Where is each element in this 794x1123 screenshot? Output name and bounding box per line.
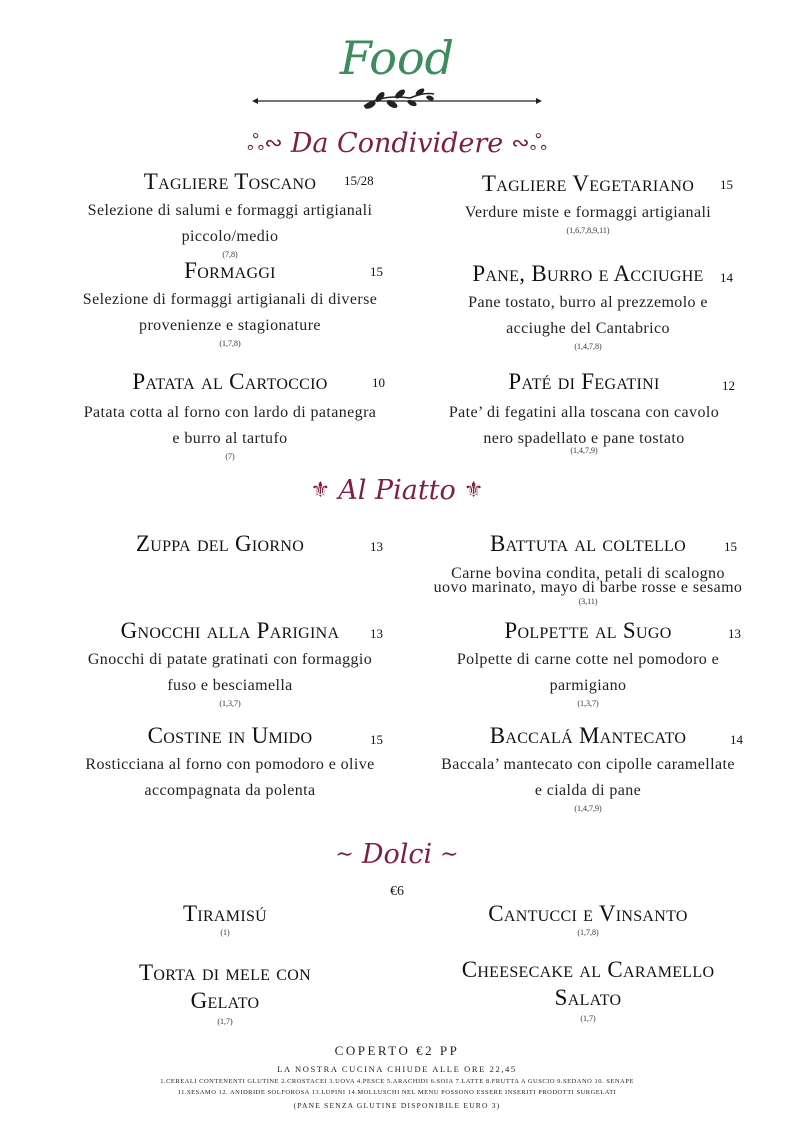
item-name: Baccalá Mantecato xyxy=(489,723,687,748)
item-description: e cialda di pane xyxy=(534,782,642,799)
item-description: acciughe del Cantabrico xyxy=(506,320,670,337)
item-description: e burro al tartufo xyxy=(172,430,288,447)
menu-item-torta xyxy=(60,959,390,1027)
item-price: 13 xyxy=(370,539,383,554)
item-name: Cantucci e Vinsanto xyxy=(488,901,688,926)
menu-item-zuppa xyxy=(60,530,380,558)
item-price: 15/28 xyxy=(344,173,374,188)
menu-item-cantucci xyxy=(418,900,758,938)
item-description: Verdure miste e formaggi artigianali xyxy=(464,204,712,221)
item-price: 14 xyxy=(720,270,733,285)
item-name: Pane, Burro e Acciughe xyxy=(472,261,704,286)
section-title: Dolci xyxy=(361,839,433,870)
menu-item-battuta xyxy=(412,530,764,607)
item-price: 13 xyxy=(370,626,383,641)
section-heading-piatto xyxy=(0,474,794,508)
item-description: Polpette di carne cotte nel pomodoro e xyxy=(456,651,720,668)
section-heading-dolci xyxy=(0,838,794,872)
menu-item-gnocchi xyxy=(55,617,405,709)
menu-item-cheesecake xyxy=(418,956,758,1024)
item-name: Tiramisú xyxy=(182,901,267,926)
item-price: 15 xyxy=(370,264,383,279)
menu-item-patata-cartoccio xyxy=(55,368,405,462)
item-name: Patata al Cartoccio xyxy=(132,369,328,394)
item-price: 15 xyxy=(720,177,733,192)
item-allergens: (1,7,8) xyxy=(219,339,241,348)
item-name: Gelato xyxy=(190,988,260,1013)
item-allergens: (1,3,7) xyxy=(577,699,599,708)
item-name: Tagliere Toscano xyxy=(143,169,317,194)
item-description: uovo marinato, mayo di barbe rosse e sesamo xyxy=(433,579,743,596)
item-allergens: (1,3,7) xyxy=(219,699,241,708)
item-allergens: (1,4,7,9) xyxy=(574,804,602,813)
item-allergens: (1,6,7,8,9,11) xyxy=(566,226,610,235)
item-name: Torta di mele con xyxy=(139,960,311,985)
swirl-left-icon: ஃ∾ xyxy=(247,131,283,156)
item-description: accompagnata da polenta xyxy=(144,782,316,799)
item-allergens: (1,7,8) xyxy=(577,928,599,937)
section-heading-condividere xyxy=(0,127,794,161)
item-allergens: (1,7) xyxy=(580,1014,596,1023)
item-description: nero spadellato e pane tostato xyxy=(483,430,685,447)
item-price: 15 xyxy=(724,539,737,554)
item-price: 14 xyxy=(730,732,743,747)
menu-item-tiramisu xyxy=(60,900,390,938)
menu-item-pate-fegatini xyxy=(414,368,754,456)
item-allergens: (3,11) xyxy=(578,597,598,606)
item-allergens: (1,4,7,9) xyxy=(570,446,598,455)
item-allergens: (7,8) xyxy=(222,250,238,259)
allergens-legend: 1.CEREALI CONTENENTI GLUTINE 2.CROSTACEI 3.UOVA 4.PESCE 5.ARACHIDI 6.SOIA 7.LATTE 8.FRUTTA A GUSCIO 9.SEDANO 10. SENAPE xyxy=(160,1078,634,1085)
item-description: Pate’ di fegatini alla toscana con cavolo xyxy=(448,404,720,421)
tilde-right-icon: ∼ xyxy=(440,842,459,867)
coperto-note: COPERTO €2 PP xyxy=(334,1043,460,1058)
gluten-free-note: (PANE SENZA GLUTINE DISPONIBILE EURO 3) xyxy=(293,1101,501,1110)
tilde-left-icon: ∼ xyxy=(335,842,354,867)
item-name: Formaggi xyxy=(184,258,276,283)
item-allergens: (7) xyxy=(225,452,235,461)
item-description: parmigiano xyxy=(549,677,627,694)
menu-title: Food xyxy=(339,31,455,85)
item-name: Paté di Fegatini xyxy=(508,369,660,394)
item-name: Cheesecake al Caramello xyxy=(461,957,715,982)
menu-item-polpette xyxy=(418,617,758,709)
section-title: Da Condividere xyxy=(290,128,504,159)
item-description: provenienze e stagionature xyxy=(139,317,321,334)
item-description: Pane tostato, burro al prezzemolo e xyxy=(468,294,708,311)
item-name: Salato xyxy=(554,985,622,1010)
allergens-legend: 11.SESAMO 12. ANIDRIDE SOLFOROSA 13.LUPINI 14.MOLLUSCHI NEL MENU POSSONO ESSERE INSERITI PRODOTTI SURGELATI xyxy=(177,1089,617,1096)
menu-item-baccala xyxy=(418,722,758,814)
item-description: Selezione di salumi e formaggi artigianali xyxy=(87,202,373,219)
item-description: Carne bovina condita, petali di scalogno xyxy=(451,565,725,582)
vine-divider-icon xyxy=(252,84,542,118)
item-name: Costine in Umido xyxy=(147,723,313,748)
menu-item-formaggi xyxy=(55,257,405,349)
fleur-right-icon: ⚜ xyxy=(463,478,484,503)
item-description: Gnocchi di patate gratinati con formaggio xyxy=(87,651,373,668)
item-price: 15 xyxy=(370,732,383,747)
item-name: Tagliere Vegetariano xyxy=(481,171,695,196)
kitchen-hours-note: LA NOSTRA CUCINA CHIUDE ALLE ORE 22,45 xyxy=(277,1064,517,1074)
item-name: Gnocchi alla Parigina xyxy=(120,618,340,643)
item-price: 13 xyxy=(728,626,741,641)
dolci-price: €6 xyxy=(390,884,404,899)
item-name: Zuppa del Giorno xyxy=(135,531,305,556)
swirl-right-icon: ∾ஃ xyxy=(511,131,547,156)
item-price: 10 xyxy=(372,375,385,390)
menu-item-costine xyxy=(55,722,405,804)
item-price: 12 xyxy=(722,378,735,393)
item-name: Battuta al coltello xyxy=(490,531,686,556)
menu-item-pane-burro-acciughe xyxy=(418,260,758,352)
item-allergens: (1,4,7,8) xyxy=(574,342,602,351)
item-description: fuso e besciamella xyxy=(167,677,293,694)
item-allergens: (1) xyxy=(220,928,230,937)
item-description: Patata cotta al forno con lardo di patanegra xyxy=(83,404,377,421)
item-description: Baccala’ mantecato con cipolle caramellate xyxy=(441,756,735,773)
fleur-left-icon: ⚜ xyxy=(310,478,331,503)
item-description: Selezione di formaggi artigianali di diverse xyxy=(82,291,378,308)
item-name: Polpette al Sugo xyxy=(504,618,672,643)
item-description: piccolo/medio xyxy=(181,228,279,245)
menu-item-tagliere-vegetariano xyxy=(418,170,758,236)
section-title: Al Piatto xyxy=(338,475,456,506)
item-description: Rosticciana al forno con pomodoro e olive xyxy=(85,756,375,773)
item-allergens: (1,7) xyxy=(217,1017,233,1026)
